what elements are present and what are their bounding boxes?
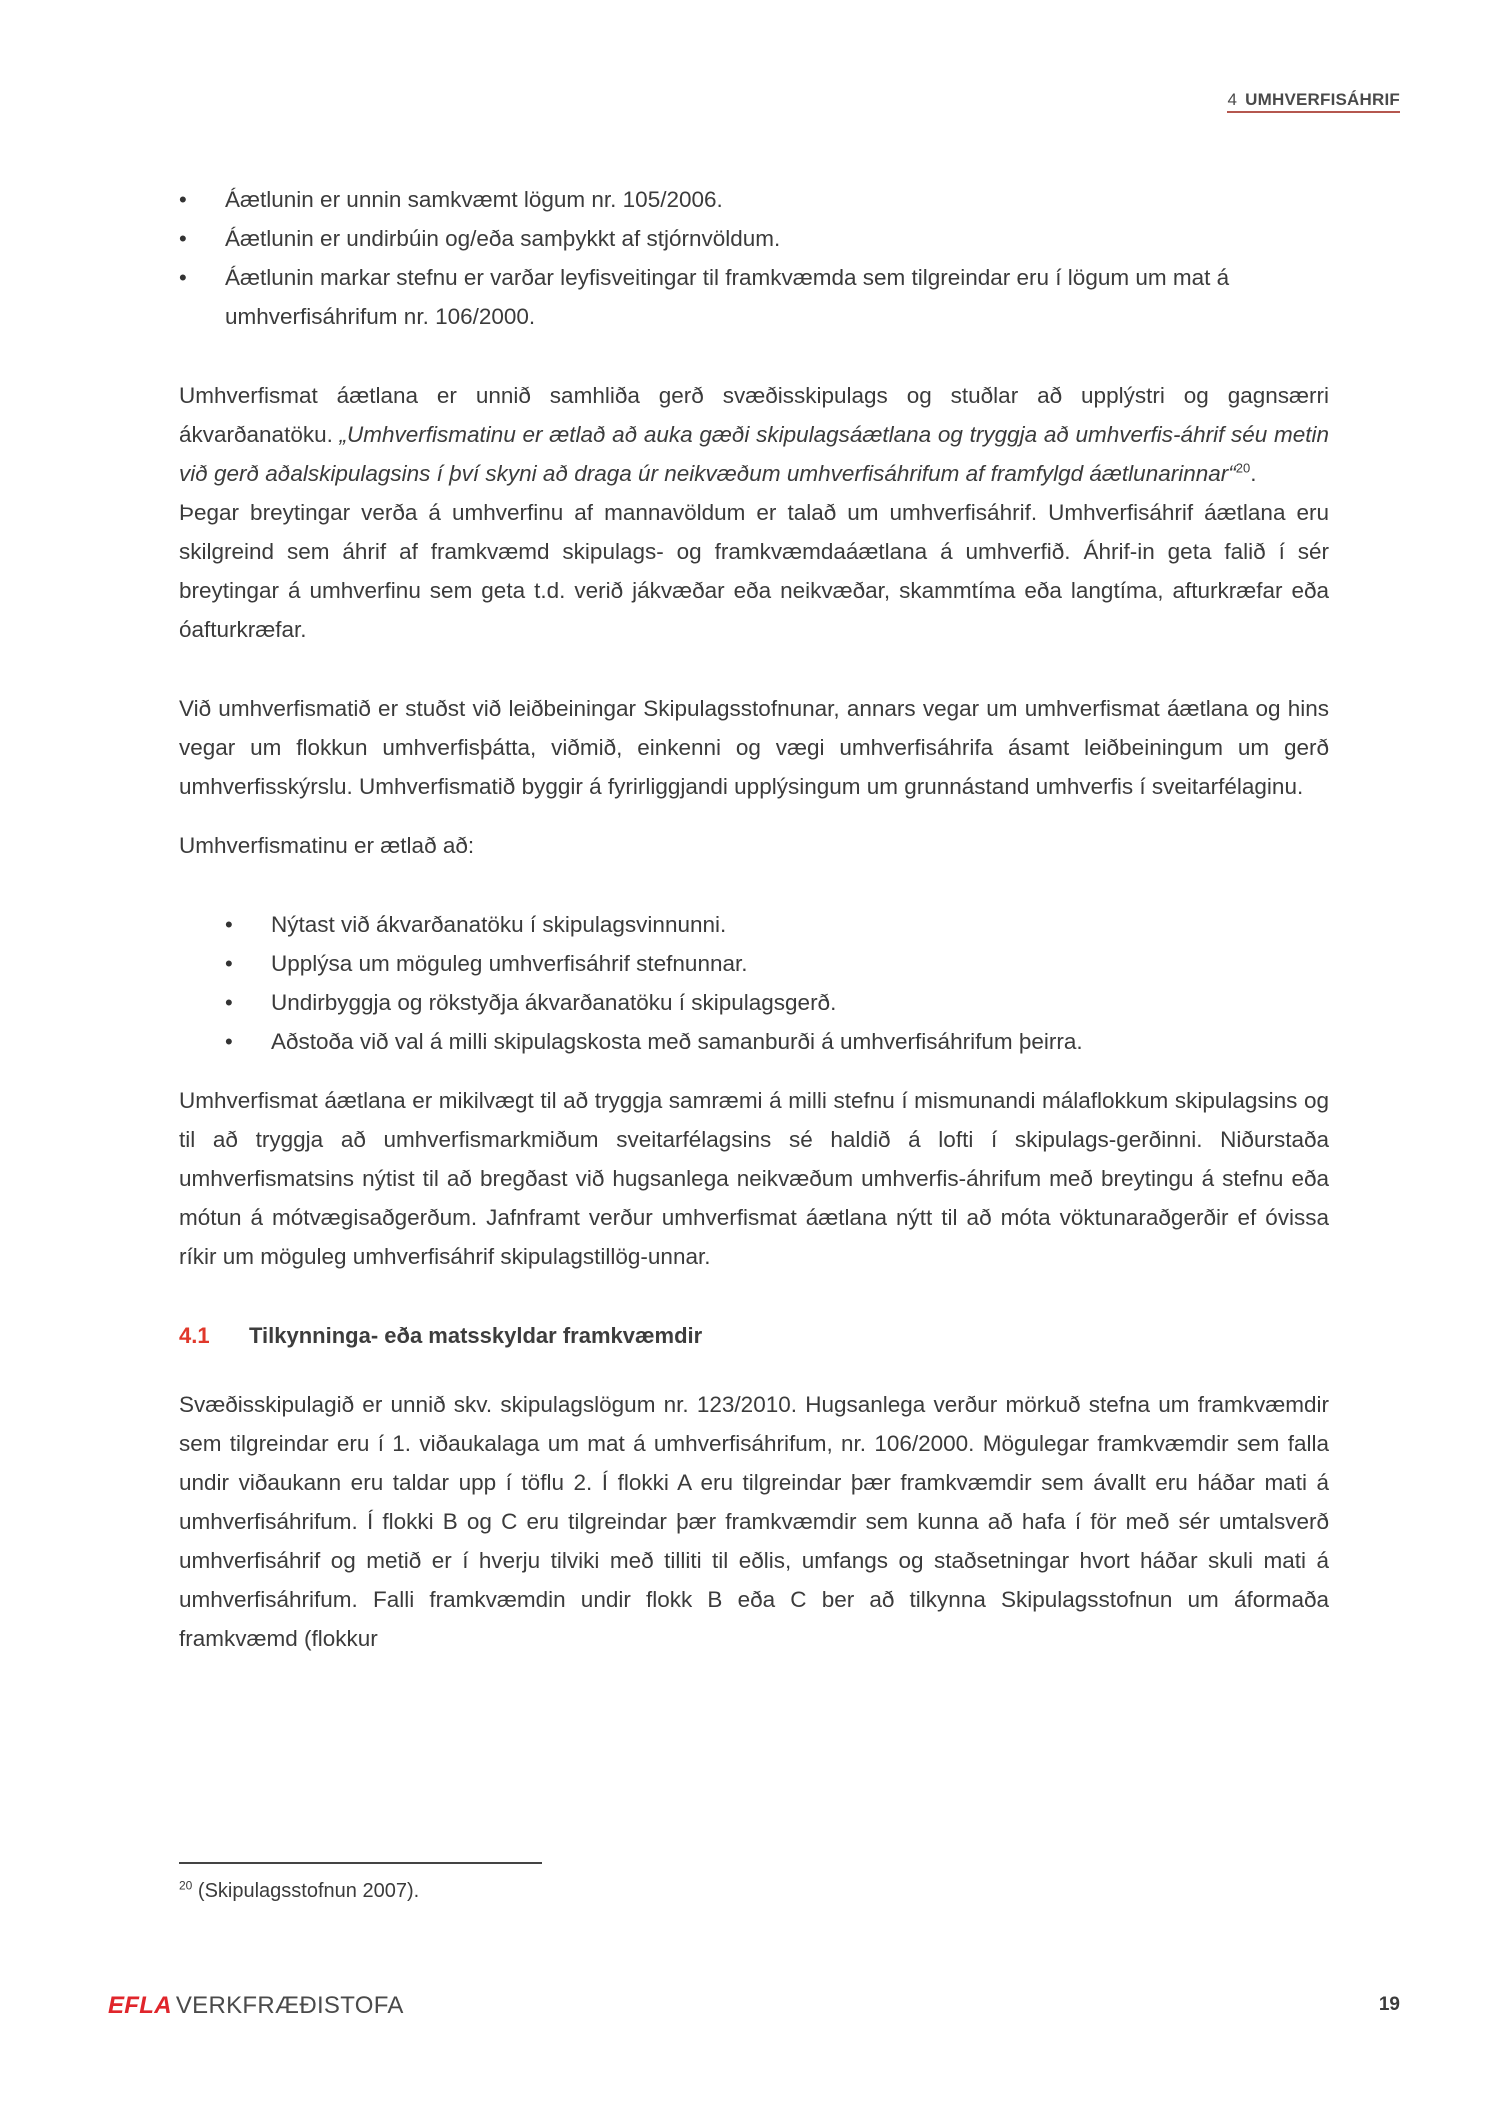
list-item: • Aðstoða við val á milli skipulagskosta með samanburði á umhverfisáhrifum þeirra.: [179, 1022, 1329, 1061]
list-item: • Upplýsa um möguleg umhverfisáhrif stefnunnar.: [179, 944, 1329, 983]
section-title: Tilkynninga- eða matsskyldar framkvæmdir: [249, 1323, 703, 1348]
quotation: „Umhverfismatinu er ætlað að auka gæði skipulagsáætlana og tryggja að umhverfis-áhrif séu metin við gerð aðalskipulagsins í því skyni að draga úr neikvæðum umhverfisáhrifum af framfylgd áætlunarinnar“: [179, 422, 1329, 486]
page-body: [179, 180, 1329, 1658]
footnote: [179, 1880, 419, 1903]
page-number: 19: [1378, 1994, 1400, 2015]
list-item: • Áætlunin markar stefnu er varðar leyfisveitingar til framkvæmda sem tilgreindar eru í lögum um mat á umhverfisáhrifum nr. 106/2000.: [179, 258, 1329, 336]
list-item: • Áætlunin er unnin samkvæmt lögum nr. 105/2006.: [179, 180, 1329, 219]
footnote-number: 20: [179, 1878, 193, 1893]
paragraph-importance: Umhverfismat áætlana er mikilvægt til að tryggja samræmi á milli stefnu í mismunandi málaflokkum skipulagsins og til að tryggja að umhverfismarkmiðum sveitarfélagsins sé haldið á lofti í skipulags-gerðinni. Niðurstaða umhverfismatsins nýtist til að bregðast við hugsanlega neikvæðum umhverfis-áhrifum með breytingu á stefnu eða mótun á mótvægisaðgerðum. Jafnframt verður umhverfismat áætlana nýtt til að móta vöktunaraðgerðir ef óvissa ríkir um möguleg umhverfisáhrif skipulagstillög-unnar.: [179, 1088, 1329, 1269]
chapter-title: UMHVERFISÁHRIF: [1245, 90, 1400, 109]
footnote-text: (Skipulagsstofnun 2007).: [192, 1880, 420, 1902]
chapter-number: 4: [1227, 90, 1238, 109]
section-heading: [179, 1316, 1329, 1355]
paragraph-definition: Þegar breytingar verða á umhverfinu af mannavöldum er talað um umhverfisáhrif. Umhverfisáhrif áætlana eru skilgreind sem áhrif af framkvæmd skipulags- og framkvæmdaáætlana á umhverfið. Áhrif-in geta falið í sér breytingar á umhverfinu sem geta t.d. verið jákvæðar eða neikvæðar, skammtíma eða langtíma, afturkræfar eða óafturkræfar.: [179, 500, 1329, 642]
logo-subtitle: VERKFRÆÐISTOFA: [175, 1992, 404, 2019]
list-item: • Áætlunin er undirbúin og/eða samþykkt af stjórnvöldum.: [179, 219, 1329, 258]
running-header: [1227, 90, 1400, 113]
list-item: • Nýtast við ákvarðanatöku í skipulagsvinnunni.: [179, 905, 1329, 944]
section-number: 4.1: [179, 1323, 210, 1348]
logo-brand: EFLA: [108, 1992, 172, 2019]
paragraph-purpose: Umhverfismat áætlana er unnið samhliða gerð svæðisskipulags og stuðlar að upplýstri og gagnsærri ákvarðanatöku. „Umhverfismatinu er ætlað að auka gæði skipulagsáætlana og tryggja að umhverfis-áhrif séu metin við gerð aðalskipulagsins í því skyni að draga úr neikvæðum umhverfisáhrifum af framfylgd áætlunarinnar“$^{20}$.: [179, 383, 1329, 486]
company-logo: [108, 1992, 404, 2020]
purpose-intro: Umhverfismatinu er ætlað að:: [179, 833, 475, 858]
intro-bullet-list: [179, 180, 1329, 336]
paragraph-section-body: Svæðisskipulagið er unnið skv. skipulagslögum nr. 123/2010. Hugsanlega verður mörkuð stefna um framkvæmdir sem tilgreindar eru í 1. viðaukalaga um mat á umhverfisáhrifum, nr. 106/2000. Mögulegar framkvæmdir sem falla undir viðaukann eru taldar upp í töflu 2. Í flokki A eru tilgreindar þær framkvæmdir sem ávallt eru háðar mati á umhverfisáhrifum. Í flokki B og C eru tilgreindar þær framkvæmdir sem kunna að hafa í för með sér umtalsverð umhverfisáhrif og metið er í hverju tilviki með tilliti til eðlis, umfangs og staðsetningar hvort háðar skuli mati á umhverfisáhrifum. Falli framkvæmdin undir flokk B eða C ber að tilkynna Skipulagsstofnun um áformaða framkvæmd (flokkur: [179, 1392, 1329, 1651]
paragraph-guidelines: Við umhverfismatið er stuðst við leiðbeiningar Skipulagsstofnunar, annars vegar um umhverfismat áætlana og hins vegar um flokkun umhverfisþátta, viðmið, einkenni og vægi umhverfisáhrifa ásamt leiðbeiningum um gerð umhverfisskýrslu. Umhverfismatið byggir á fyrirliggjandi upplýsingum um grunnástand umhverfis í sveitarfélaginu.: [179, 696, 1329, 799]
purpose-bullet-list: [179, 905, 1329, 1061]
footnote-separator: [179, 1862, 542, 1864]
footnote-reference[interactable]: 20: [1235, 460, 1251, 476]
list-item: • Undirbyggja og rökstyðja ákvarðanatöku í skipulagsgerð.: [179, 983, 1329, 1022]
